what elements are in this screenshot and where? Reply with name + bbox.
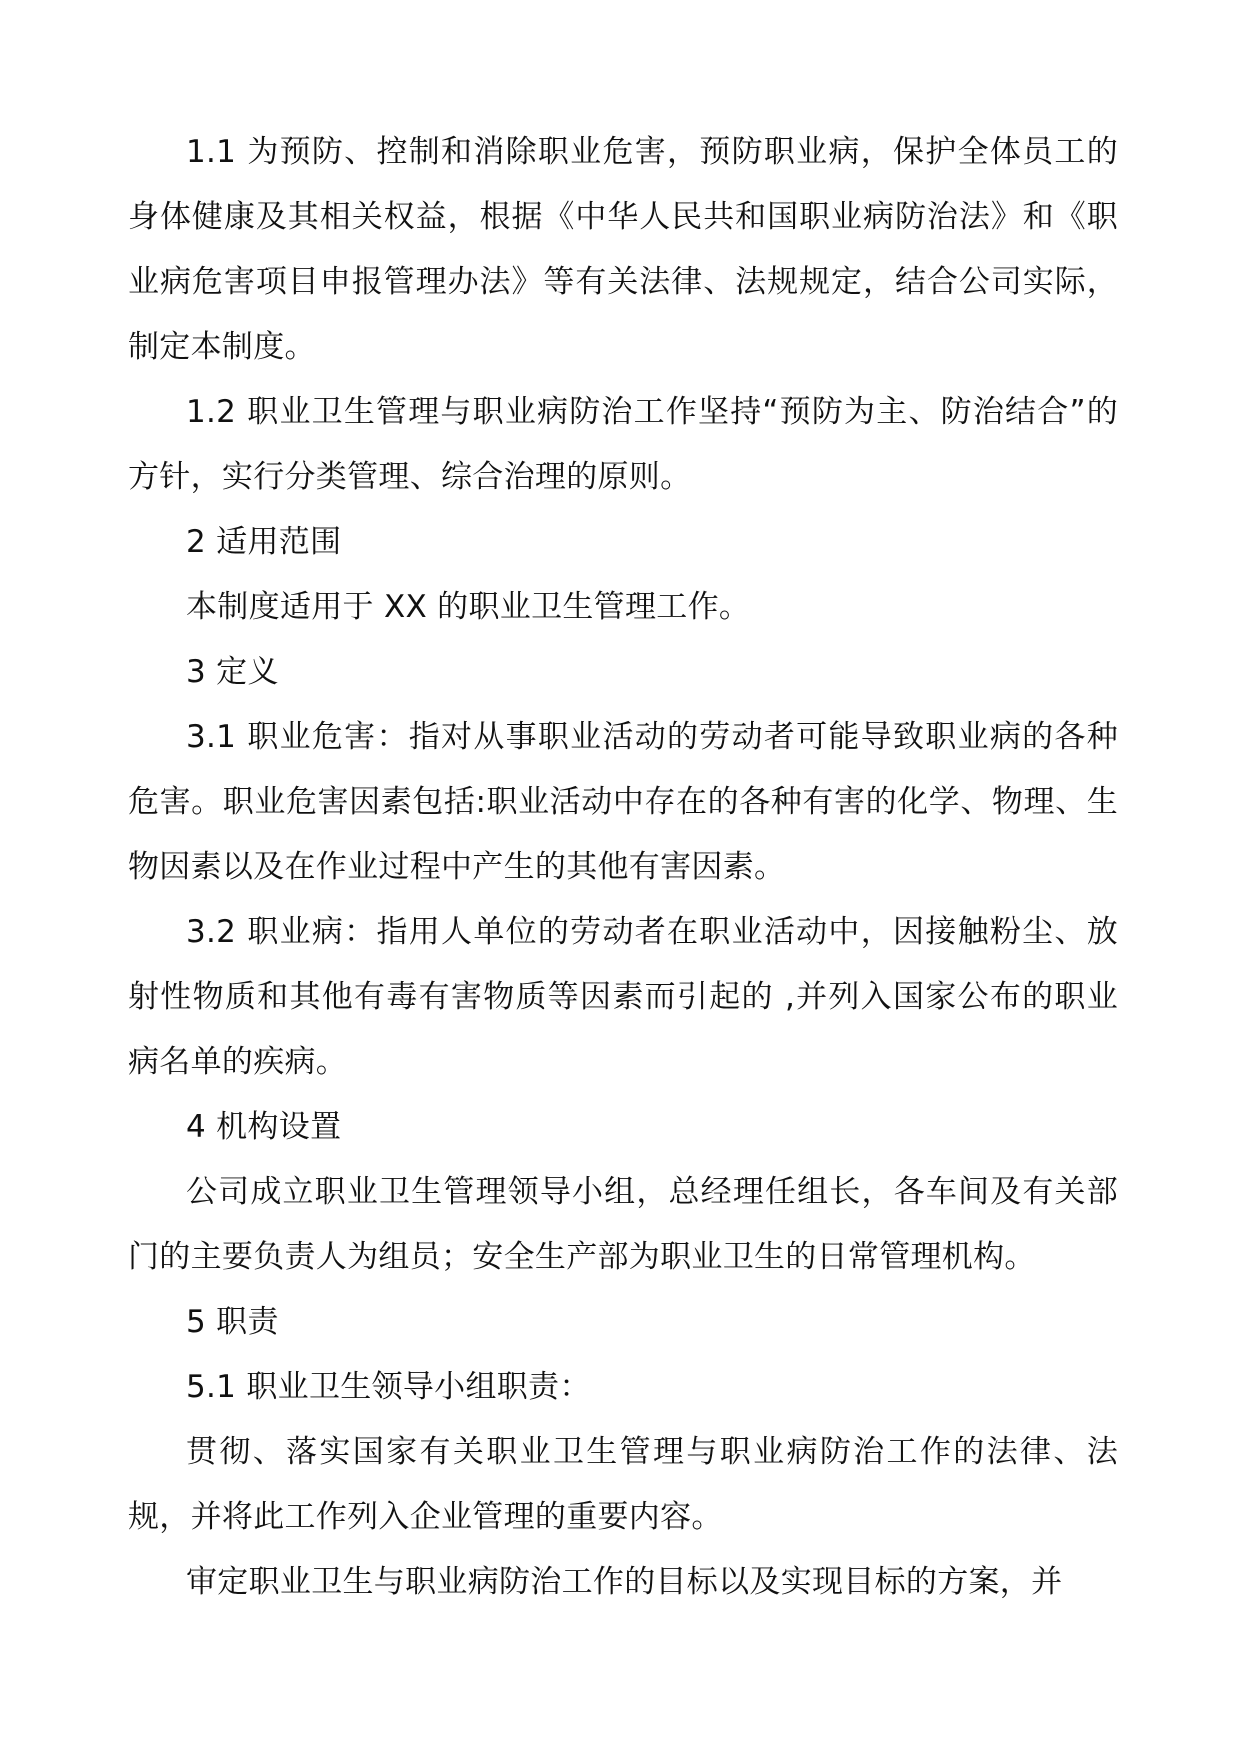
heading-responsibilities: 5 职责 — [186, 1304, 279, 1340]
heading-5-1: 5.1 职业卫生领导小组职责： — [186, 1369, 591, 1405]
heading-organization: 4 机构设置 — [186, 1109, 342, 1145]
heading-scope: 2 适用范围 — [186, 524, 342, 560]
paragraph-3-1: 3.1 职业危害：指对从事职业活动的劳动者可能导致职业病的各种危害。职业危害因素包括:职业活动中存在的各种有害的化学、物理、生物因素以及在作业过程中产生的其他有害因素。 — [128, 719, 1118, 885]
paragraph-organization: 公司成立职业卫生管理领导小组，总经理任组长，各车间及有关部门的主要负责人为组员；安全生产部为职业卫生的日常管理机构。 — [128, 1174, 1118, 1275]
paragraph-scope: 本制度适用于 XX 的职业卫生管理工作。 — [186, 589, 751, 625]
paragraph-3-2: 3.2 职业病：指用人单位的劳动者在职业活动中，因接触粉尘、放射性物质和其他有毒有害物质等因素而引起的 ,并列入国家公布的职业病名单的疾病。 — [128, 914, 1118, 1080]
document-page — [128, 120, 1118, 1615]
paragraph-1-1: 1.1 为预防、控制和消除职业危害，预防职业病，保护全体员工的身体健康及其相关权益，根据《中华人民共和国职业病防治法》和《职业病危害项目申报管理办法》等有关法律、法规规定，结合公司实际，制定本制度。 — [128, 134, 1118, 365]
paragraph-5-1-a: 贯彻、落实国家有关职业卫生管理与职业病防治工作的法律、法规，并将此工作列入企业管理的重要内容。 — [128, 1434, 1118, 1535]
paragraph-5-1-b: 审定职业卫生与职业病防治工作的目标以及实现目标的方案，并 — [186, 1564, 1063, 1600]
paragraph-1-2: 1.2 职业卫生管理与职业病防治工作坚持“预防为主、防治结合”的方针，实行分类管理、综合治理的原则。 — [128, 394, 1118, 495]
heading-definitions: 3 定义 — [186, 654, 279, 690]
